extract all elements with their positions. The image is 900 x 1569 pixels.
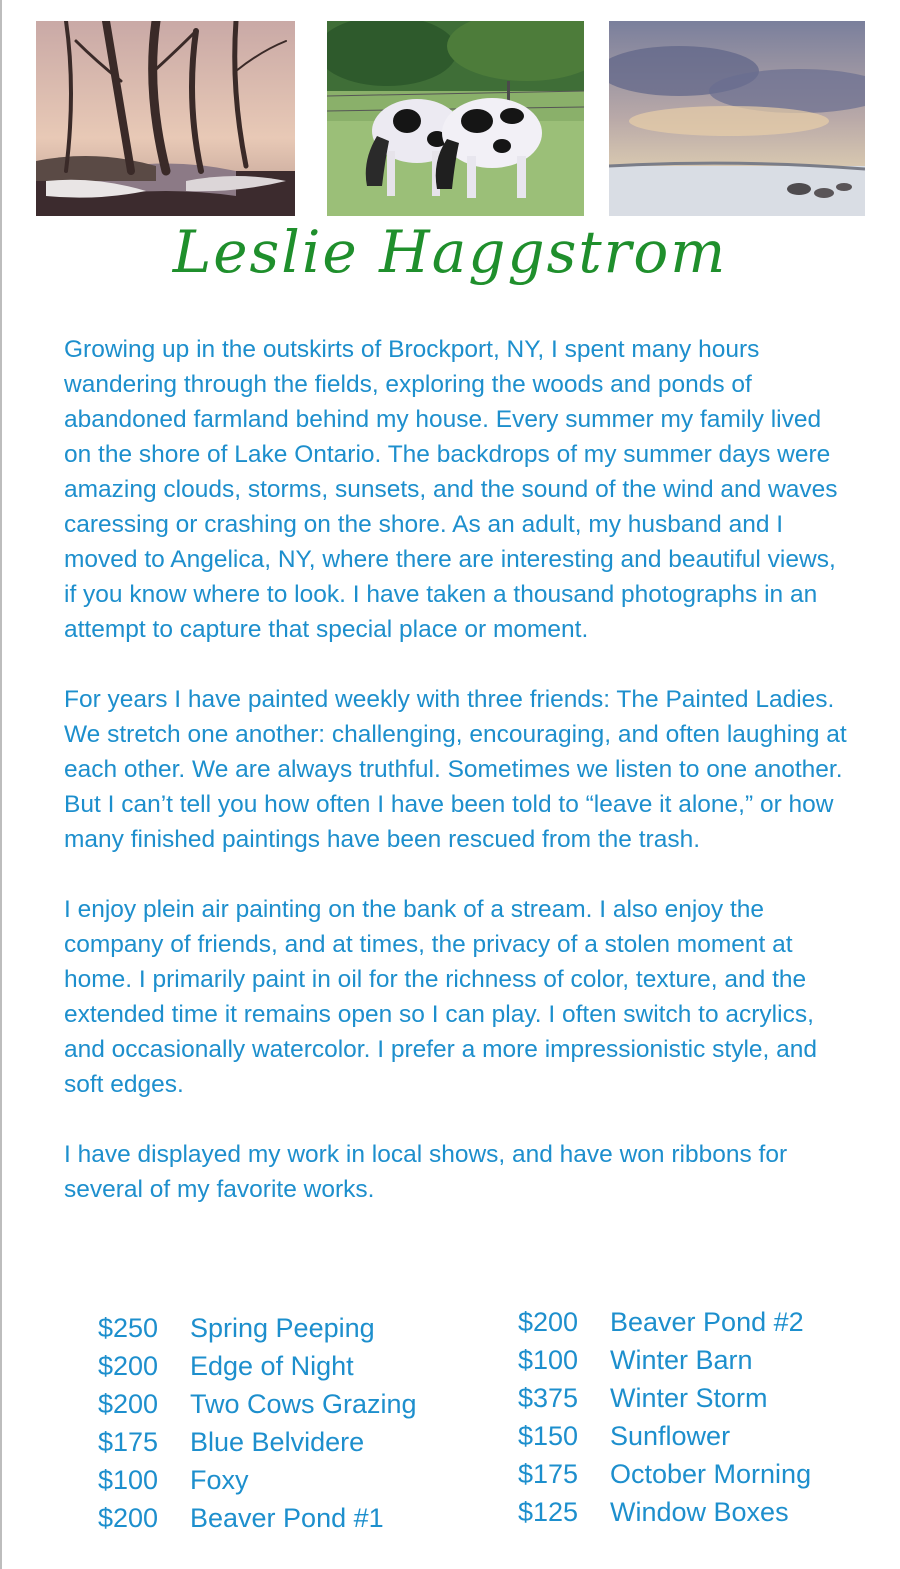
item-title: Window Boxes	[610, 1497, 789, 1527]
item-title: Sunflower	[610, 1421, 731, 1451]
item-title: Beaver Pond #2	[610, 1307, 804, 1337]
item-title: Winter Barn	[610, 1345, 753, 1375]
price-list-item	[518, 1379, 811, 1417]
price-list-item	[518, 1303, 811, 1341]
winter-storm-painting	[609, 21, 865, 216]
bio-paragraph: Growing up in the outskirts of Brockport, NY, I spent many hours wandering through the fields, exploring the woods and ponds of abandoned farmland behind my house. Every summer my family lived on the shore of Lake Ontario. The backdrops of my summer days were amazing clouds, storms, sunsets, and the sound of the wind and waves caressing or crashing on the shore. As an adult, my husband and I moved to Angelica, NY, where there are interesting and beautiful views, if you know where to look. I have taken a thousand photographs in an attempt to capture that special place or moment.	[64, 336, 838, 643]
bio-paragraph: For years I have painted weekly with three friends: The Painted Ladies. We stretch one another: challenging, encouraging, and often laughing at each other. We are always truthful. Sometimes we listen to one another. But I can’t tell you how often I have been told to “leave it alone,” or how many finished paintings have been rescued from the trash.	[64, 686, 847, 853]
price-list-item	[518, 1455, 811, 1493]
bio-paragraph: I have displayed my work in local shows, and have won ribbons for several of my favorite works.	[64, 1141, 788, 1203]
price-list-item	[98, 1309, 417, 1347]
price-list-item	[98, 1499, 417, 1537]
item-price: $375	[518, 1383, 579, 1413]
item-title: Spring Peeping	[190, 1313, 375, 1343]
item-price: $175	[98, 1427, 159, 1457]
item-price: $100	[98, 1465, 159, 1495]
price-list-item	[98, 1423, 417, 1461]
artist-name-title: Leslie Haggstrom	[172, 218, 728, 286]
item-price: $200	[98, 1389, 159, 1419]
two-cows-grazing-painting	[327, 21, 584, 216]
item-price: $200	[98, 1503, 159, 1533]
item-price: $175	[518, 1459, 579, 1489]
item-price: $200	[98, 1351, 159, 1381]
item-title: October Morning	[610, 1459, 812, 1489]
bio-paragraph: I enjoy plein air painting on the bank of a stream. I also enjoy the company of friends, and at times, the privacy of a stolen moment at home. I primarily paint in oil for the richness of color, texture, and the extended time it remains open so I can play. I often switch to acrylics, and occasionally watercolor. I prefer a more impressionistic style, and soft edges.	[64, 896, 818, 1098]
item-title: Two Cows Grazing	[190, 1389, 417, 1419]
price-list-item	[98, 1385, 417, 1423]
price-list-item	[518, 1417, 811, 1455]
item-price: $200	[518, 1307, 579, 1337]
artist-bio	[64, 332, 854, 1242]
price-list-item	[518, 1341, 811, 1379]
price-list-item	[98, 1461, 417, 1499]
item-title: Edge of Night	[190, 1351, 354, 1381]
item-title: Beaver Pond #1	[190, 1503, 384, 1533]
winter-trees-stream-painting	[36, 21, 295, 216]
item-title: Blue Belvidere	[190, 1427, 365, 1457]
item-title: Winter Storm	[610, 1383, 768, 1413]
item-price: $150	[518, 1421, 579, 1451]
price-list-left	[98, 1309, 417, 1537]
item-price: $250	[98, 1313, 159, 1343]
price-list-right	[518, 1303, 811, 1531]
item-price: $125	[518, 1497, 579, 1527]
item-title: Foxy	[190, 1465, 249, 1495]
item-price: $100	[518, 1345, 579, 1375]
price-list-item	[98, 1347, 417, 1385]
price-list-item	[518, 1493, 811, 1531]
